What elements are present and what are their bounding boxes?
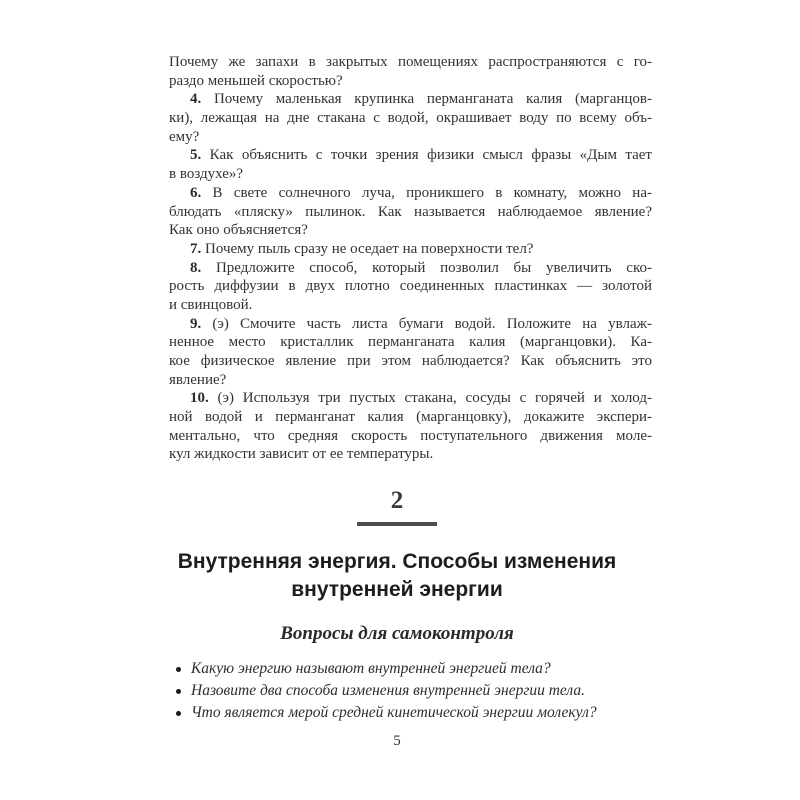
body-line: 7. Почему пыль сразу не оседает на поверхности тел? [190, 240, 534, 257]
body-line: кое физическое явление при этом наблюдается? Как объяснить это [169, 353, 652, 369]
body-line: кул жидкости зависит от ее температуры. [169, 446, 434, 463]
paragraph-number: 7. [190, 240, 202, 257]
body-line: 4. Почему маленькая крупинка перманганата калия (марганцов- [190, 91, 652, 108]
question-text: Назовите два способа изменения внутренней энергии тела. [191, 682, 586, 699]
self-check-list [176, 658, 597, 724]
bullet-icon [176, 711, 181, 716]
page-number: 5 [393, 733, 401, 749]
body-line: блюдать «пляску» пылинок. Как называется наблюдаемое явление? [169, 203, 652, 220]
chapter-title [0, 548, 794, 604]
chapter-title-line: Внутренняя энергия. Способы изменения [177, 550, 617, 573]
paragraph-number: 10. [190, 390, 209, 407]
chapter-title-line: внутренней энергии [291, 578, 503, 601]
body-line: ему? [169, 128, 200, 145]
body-line: явление? [169, 371, 227, 388]
bullet-icon [176, 667, 181, 672]
body-line: рость диффузии в двух плотно соединенных пластинках — золотой [169, 278, 652, 295]
question-text: Какую энергию называют внутренней энергией тела? [191, 660, 551, 677]
chapter-rule-divider [357, 522, 437, 526]
paragraph-number: 8. [190, 259, 202, 276]
paragraph-number: 4. [190, 91, 202, 108]
body-line: раздо меньшей скоростью? [169, 72, 343, 89]
paragraph-number: 9. [190, 315, 202, 332]
paragraph-number: 6. [190, 184, 202, 201]
body-line: ки), лежащая на дне стакана с водой, окрашивает воду по всему объ- [169, 110, 652, 127]
list-item [176, 658, 597, 680]
body-line: ментально, что средняя скорость поступательного движения моле- [169, 427, 652, 444]
body-line: Как оно объясняется? [169, 222, 308, 239]
body-line: 8. Предложите способ, который позволил бы увеличить ско- [190, 259, 652, 276]
body-line: в воздухе»? [169, 166, 244, 183]
body-line: 10. (э) Используя три пустых стакана, сосуды с горячей и холод- [190, 390, 652, 407]
self-check-heading: Вопросы для самоконтроля [280, 623, 514, 644]
bullet-icon [176, 689, 181, 694]
body-line: 9. (э) Смочите часть листа бумаги водой. Положите на увлаж- [190, 315, 652, 332]
body-line: 6. В свете солнечного луча, проникшего в комнату, можно на- [190, 184, 652, 201]
list-item [176, 680, 597, 702]
question-text: Что является мерой средней кинетической энергии молекул? [191, 704, 597, 721]
paragraph-number: 5. [190, 147, 202, 164]
body-line: 5. Как объяснить с точки зрения физики смысл фразы «Дым тает [190, 147, 652, 164]
chapter-number: 2 [390, 487, 404, 514]
body-line: ненное место кристаллик перманганата калия (марганцовки). Ка- [169, 334, 652, 351]
body-line: ной водой и перманганат калия (марганцовку), докажите экспери- [169, 409, 652, 426]
body-text [169, 53, 652, 464]
list-item [176, 702, 597, 724]
body-line: Почему же запахи в закрытых помещениях распространяются с го- [169, 54, 652, 70]
body-line: и свинцовой. [169, 296, 253, 313]
